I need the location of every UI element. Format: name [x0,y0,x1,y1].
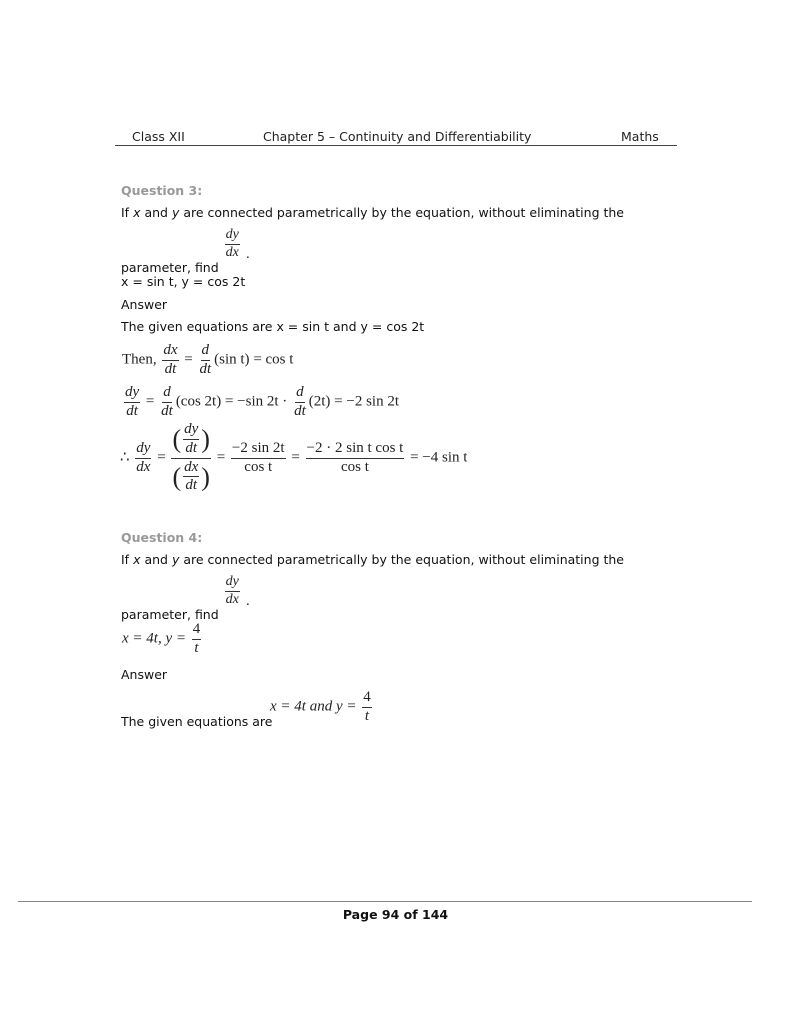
question-4-title: Question 4: [121,530,203,545]
denominator: dt [185,439,198,456]
question-4-given [122,622,203,657]
step-2-equation: $\frac{dy}{dt}$ = $\frac{d}{dt}$ (cos 2t) = −sin 2t · $\frac{d}{dt}$ (2t) = −2 sin 2t [125,384,399,419]
text: are connected parametrically by the equation, without eliminating the [179,205,624,220]
dy-dx-fraction [225,575,240,607]
numerator: dy [124,385,140,403]
header-class: Class XII [132,129,185,144]
answer-3-intro: The given equations are x = sin t and y = cos 2t [121,319,425,334]
text: and [140,205,172,220]
denominator: t [364,707,370,724]
text: (cos 2t) [175,393,222,410]
numerator: dx [162,343,178,361]
fraction [231,441,286,476]
denominator: dx [136,458,151,475]
text: . [245,245,250,261]
denominator: cos t [340,458,369,475]
text: are connected parametrically by the equation, without eliminating the [179,552,624,567]
numerator: d [295,385,305,403]
fraction [192,622,202,657]
fraction [124,385,140,420]
var-x: x [133,205,141,220]
numerator: dy [183,422,199,440]
dy-dx-fraction [225,228,240,260]
question-3-title: Question 3: [121,183,203,198]
var-x: x [133,552,141,567]
compound-denominator: ( $\frac{dx}{dt}$ ) [172,458,210,494]
text: . [245,592,250,608]
page-number: Page 94 of 144 [342,907,449,922]
compound-numerator: ( $\frac{dy}{dt}$ ) [171,422,211,459]
fraction [183,460,199,495]
answer-4-intro: The given equations are [121,714,273,729]
denominator: t [194,639,199,656]
var-y: y [171,205,180,220]
step-3-equation: ∴ $\frac{dy}{dx}$ = ( $\frac{dy}{dt}$ ) ( $\frac{dx}{dt}$ ) = $\frac{-2 \sin 2t}{\text{cos t}}$ = $\frac{\text{−2 · 2 sin t cos t}}{\text{cos t}}$ = −4 sin t [120,421,468,494]
fraction [198,343,212,378]
var-y: y [171,552,180,567]
text: = −sin 2t · [224,393,288,410]
denominator: dt [185,477,198,494]
text: x = 4t and y = [270,698,357,715]
denominator: dt [161,402,173,419]
text: (2t) [308,393,331,410]
denominator: dt [164,360,177,377]
numerator: 4 [192,622,202,640]
text: If [121,552,134,567]
numerator: dy [225,228,240,245]
header-chapter: Chapter 5 – Continuity and Differentiability [263,129,532,144]
text: parameter, find [121,259,219,275]
fraction [135,441,151,476]
question-3-find [121,227,250,275]
numerator: 4 [362,690,372,708]
fraction [362,690,372,725]
fraction [183,422,199,457]
fraction [160,385,174,420]
denominator: cos t [244,458,273,475]
text: (sin t) [214,351,250,368]
denominator: dx [225,591,239,607]
answer-4-label: Answer [121,667,168,682]
question-3-given: x = sin t, y = cos 2t [121,274,246,289]
text: parameter, find [121,606,219,622]
numerator: d [162,385,172,403]
text: x = 4t, y = [122,630,186,647]
question-4-text [121,552,624,567]
numerator: −2 · 2 sin t cos t [306,441,405,459]
question-4-find [121,574,250,622]
fraction [162,343,178,378]
fraction [293,385,307,420]
numerator: dx [183,460,199,478]
header-subject: Maths [621,129,659,144]
numerator: d [201,343,211,361]
text: If [121,205,134,220]
question-3-text [121,205,624,220]
text: = −2 sin 2t [334,393,399,410]
text: = cos t [253,351,294,368]
answer-4-equation [270,690,374,725]
denominator: dx [225,244,239,260]
text: Then, [122,351,157,368]
text: and [140,552,172,567]
step-1-equation: Then, $\frac{dx}{dt}$ = $\frac{d}{dt}$ (sin t) = cos t [122,342,294,377]
therefore-symbol: ∴ [120,449,130,466]
denominator: dt [199,360,212,377]
header-divider [115,145,677,146]
text: = −4 sin t [410,449,468,466]
fraction [306,441,405,476]
denominator: dt [126,402,138,419]
numerator: dy [225,575,240,592]
footer-divider [18,901,752,902]
compound-fraction [171,422,211,494]
numerator: dy [135,441,151,459]
answer-3-label: Answer [121,297,168,312]
numerator: −2 sin 2t [231,441,286,459]
denominator: dt [294,402,306,419]
